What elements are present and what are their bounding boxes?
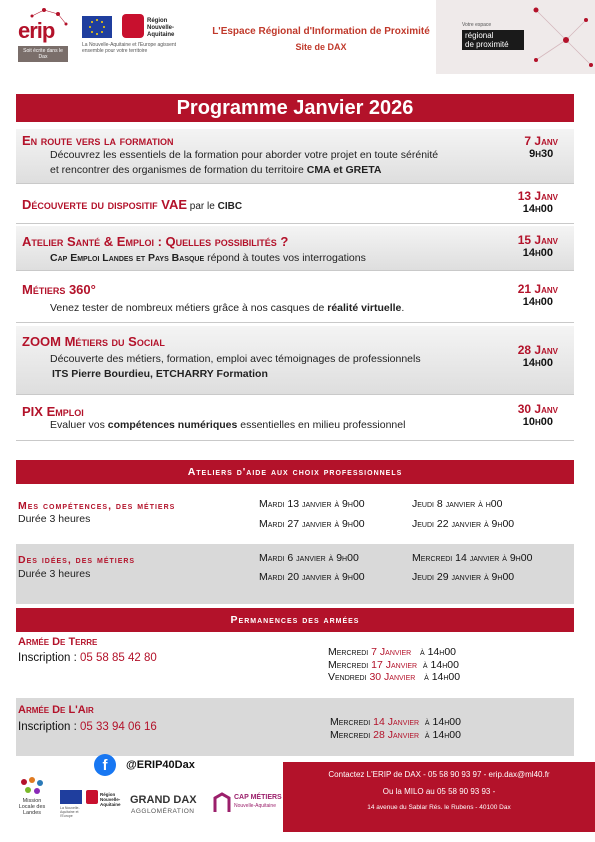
dots-icon [18,776,46,796]
event-title: Métiers 360° [22,282,96,297]
date-value: 30 Janvier [369,671,416,683]
event-5 [16,326,574,395]
event-body-bold: compétences numériques [107,419,238,431]
event-title-org: CIBC [217,201,243,212]
atelier-duration: Durée 3 heures [18,568,91,580]
mission-locale-text: Mission Locale des Landes [18,798,46,816]
event-datetime [518,234,558,260]
header-subtitle: Site de DAX [295,42,347,52]
erip-tagline: Soit écrite dans le Dax [18,46,68,62]
event-body [50,148,438,178]
event-body-line1: Découverte des métiers, formation, emploi avec témoignages de professionnels [50,353,421,365]
event-body [50,251,366,266]
atelier-title: Mes compétences, des métiers [18,500,176,512]
event-time: 10h00 [522,416,553,428]
event-body-line2: ITS Pierre Bourdieu, ETCHARRY Formation [52,368,268,380]
cap-metiers-logo: CAP MÉTIERS [234,794,282,801]
cap-metiers-sub: Nouvelle-Aquitaine [234,803,276,809]
permanences-band: Permanences des armées [16,608,574,632]
event-body-text: Venez tester de nombreux métiers grâce à nos casques de [50,302,328,314]
session: Mardi 13 janvier à 9h00 [259,498,365,510]
phone-number: 05 33 94 06 16 [80,721,157,733]
event-title: En route vers la formation [22,133,174,148]
session: Jeudi 22 janvier à 9h00 [412,518,515,530]
event-body [50,418,405,433]
event-3 [16,226,574,271]
inscription [18,652,157,664]
event-datetime [524,135,558,161]
event-date: 15 Janv [517,233,558,247]
event-title-suffix: par le [187,201,218,212]
ateliers-band: Ateliers d'aide aux choix professionnels [16,460,574,484]
date-time: à 14h00 [417,658,459,671]
header-title: L'Espace Régional d'Information de Proximité [212,26,430,37]
date-value: 14 Janvier [373,716,420,728]
badge-line2: de proximité [465,40,509,49]
event-time: 9h30 [529,148,554,160]
session: Jeudi 8 janvier à h00 [412,498,503,510]
lion-icon [122,14,144,38]
date-day: Mercredi [330,728,374,741]
permanence-air [16,698,574,756]
facebook-handle[interactable]: @ERIP40Dax [126,759,195,771]
eu-flag-footer-icon [60,790,82,804]
contact-box [283,762,595,832]
event-title [22,197,242,212]
permanence-title: Armée De L'Air [18,704,94,716]
event-time: 14h00 [522,296,553,308]
event-4 [16,274,574,323]
event-time: 14h00 [522,357,553,369]
date-time: à 14h00 [411,646,457,658]
grand-dax-sub: AGGLOMÉRATION [131,808,195,815]
event-body-text: Evaluer vos [50,419,108,431]
permanence-date [328,659,460,672]
session: Mardi 20 janvier à 9h00 [259,571,365,583]
event-datetime [518,403,558,429]
na-footer-caption: Région Nouvelle-Aquitaine [100,792,121,807]
session: Jeudi 29 janvier à 9h00 [412,571,515,583]
event-body-bold: Cap Emploi Landes et Pays Basque [50,252,205,264]
event-title: Atelier Santé & Emploi : Quelles possibilités ? [22,234,289,249]
session: Mardi 6 janvier à 9h00 [259,552,359,564]
event-title-text: Découverte du dispositif VAE [22,197,188,212]
na-lion-footer-icon [86,790,98,804]
event-6 [16,398,574,441]
event-datetime [518,190,558,216]
event-date: 21 Janv [517,282,558,296]
event-date: 7 Janv [524,134,558,148]
inscription-label: Inscription : [18,652,80,664]
event-date: 13 Janv [517,189,558,203]
nouvelle-aquitaine-logo: Région Nouvelle-Aquitaine [122,14,178,40]
eu-flag-icon [82,16,112,38]
date-day: Mercredi [328,658,372,671]
date-time: à 14h00 [415,671,461,683]
event-1 [16,129,574,184]
event-body [50,301,404,316]
event-2 [16,185,574,224]
event-datetime [518,283,558,309]
mission-locale-logo [14,776,50,816]
inscription-label: Inscription : [18,721,80,733]
event-date: 28 Janv [517,343,558,357]
date-value: 28 Janvier [373,728,420,741]
event-body-text: et rencontrer des organismes de formation du territoire [50,164,307,176]
permanence-dates [328,646,460,684]
event-datetime [518,344,558,370]
date-value: 7 Janvier [371,646,412,658]
event-body-line2 [50,163,438,178]
session: Mercredi 14 janvier à 9h00 [412,552,533,564]
eu-footer-caption: La Nouvelle-Aquitaine et l'Europe [60,806,80,818]
programme-title: Programme Janvier 2026 [16,94,574,122]
date-day: Vendredi [328,671,370,683]
event-body-text: répond à toutes vos interrogations [204,252,366,264]
event-body-end: essentielles en milieu professionnel [237,419,406,431]
event-title: ZOOM Métiers du Social [22,334,165,349]
event-time: 14h00 [522,203,553,215]
date-time: à 14h00 [419,716,461,728]
event-body-bold: CMA et GRETA [306,164,382,176]
permanence-date [330,729,461,742]
contact-line2: Ou la MILO au 05 58 90 93 93 - [382,787,496,796]
proximite-badge [462,30,524,50]
permanence-title: Armée De Terre [18,636,98,648]
atelier-1 [16,484,574,536]
date-day: Mercredi [330,716,374,728]
facebook-icon[interactable]: f [94,754,116,776]
event-body-line1: Découvrez les essentiels de la formation pour aborder votre projet en toute sérénité [50,149,439,161]
permanence-date [328,671,460,684]
permanence-date [328,646,460,659]
event-time: 14h00 [522,247,553,259]
event-title: PIX Emploi [22,404,84,419]
cap-metiers-icon [213,792,231,814]
contact-line3: 14 avenue du Sablar Rés. le Rubens - 40100 Dax [367,804,511,811]
eu-caption: La Nouvelle-Aquitaine et l'Europe agissent ensemble pour votre territoire [82,42,177,54]
event-date: 30 Janv [517,402,558,416]
permanence-dates [330,716,461,741]
session: Mardi 27 janvier à 9h00 [259,518,365,530]
grand-dax-logo: GRAND DAX [130,794,197,806]
event-body [50,352,421,382]
badge-line1: régional [465,31,494,40]
erip-wordmark: erip [18,18,55,43]
phone-number: 05 58 85 42 80 [80,652,157,664]
erip-logo [14,4,74,70]
contact-line1: Contactez L'ERIP de DAX - 05 58 90 93 97 - erip.dax@ml40.fr [328,770,550,779]
inscription [18,721,157,733]
atelier-title: Des idées, des métiers [18,554,136,566]
event-body-end: . [401,302,405,314]
date-time: à 14h00 [419,728,461,741]
atelier-2 [16,544,574,604]
right-small-caption: Votre espace [462,22,492,28]
atelier-duration: Durée 3 heures [18,513,91,525]
date-day: Mercredi [328,646,372,658]
permanence-date [330,716,461,729]
event-body-bold: réalité virtuelle [327,302,402,314]
date-value: 17 Janvier [371,658,418,671]
permanence-terre [16,632,574,694]
